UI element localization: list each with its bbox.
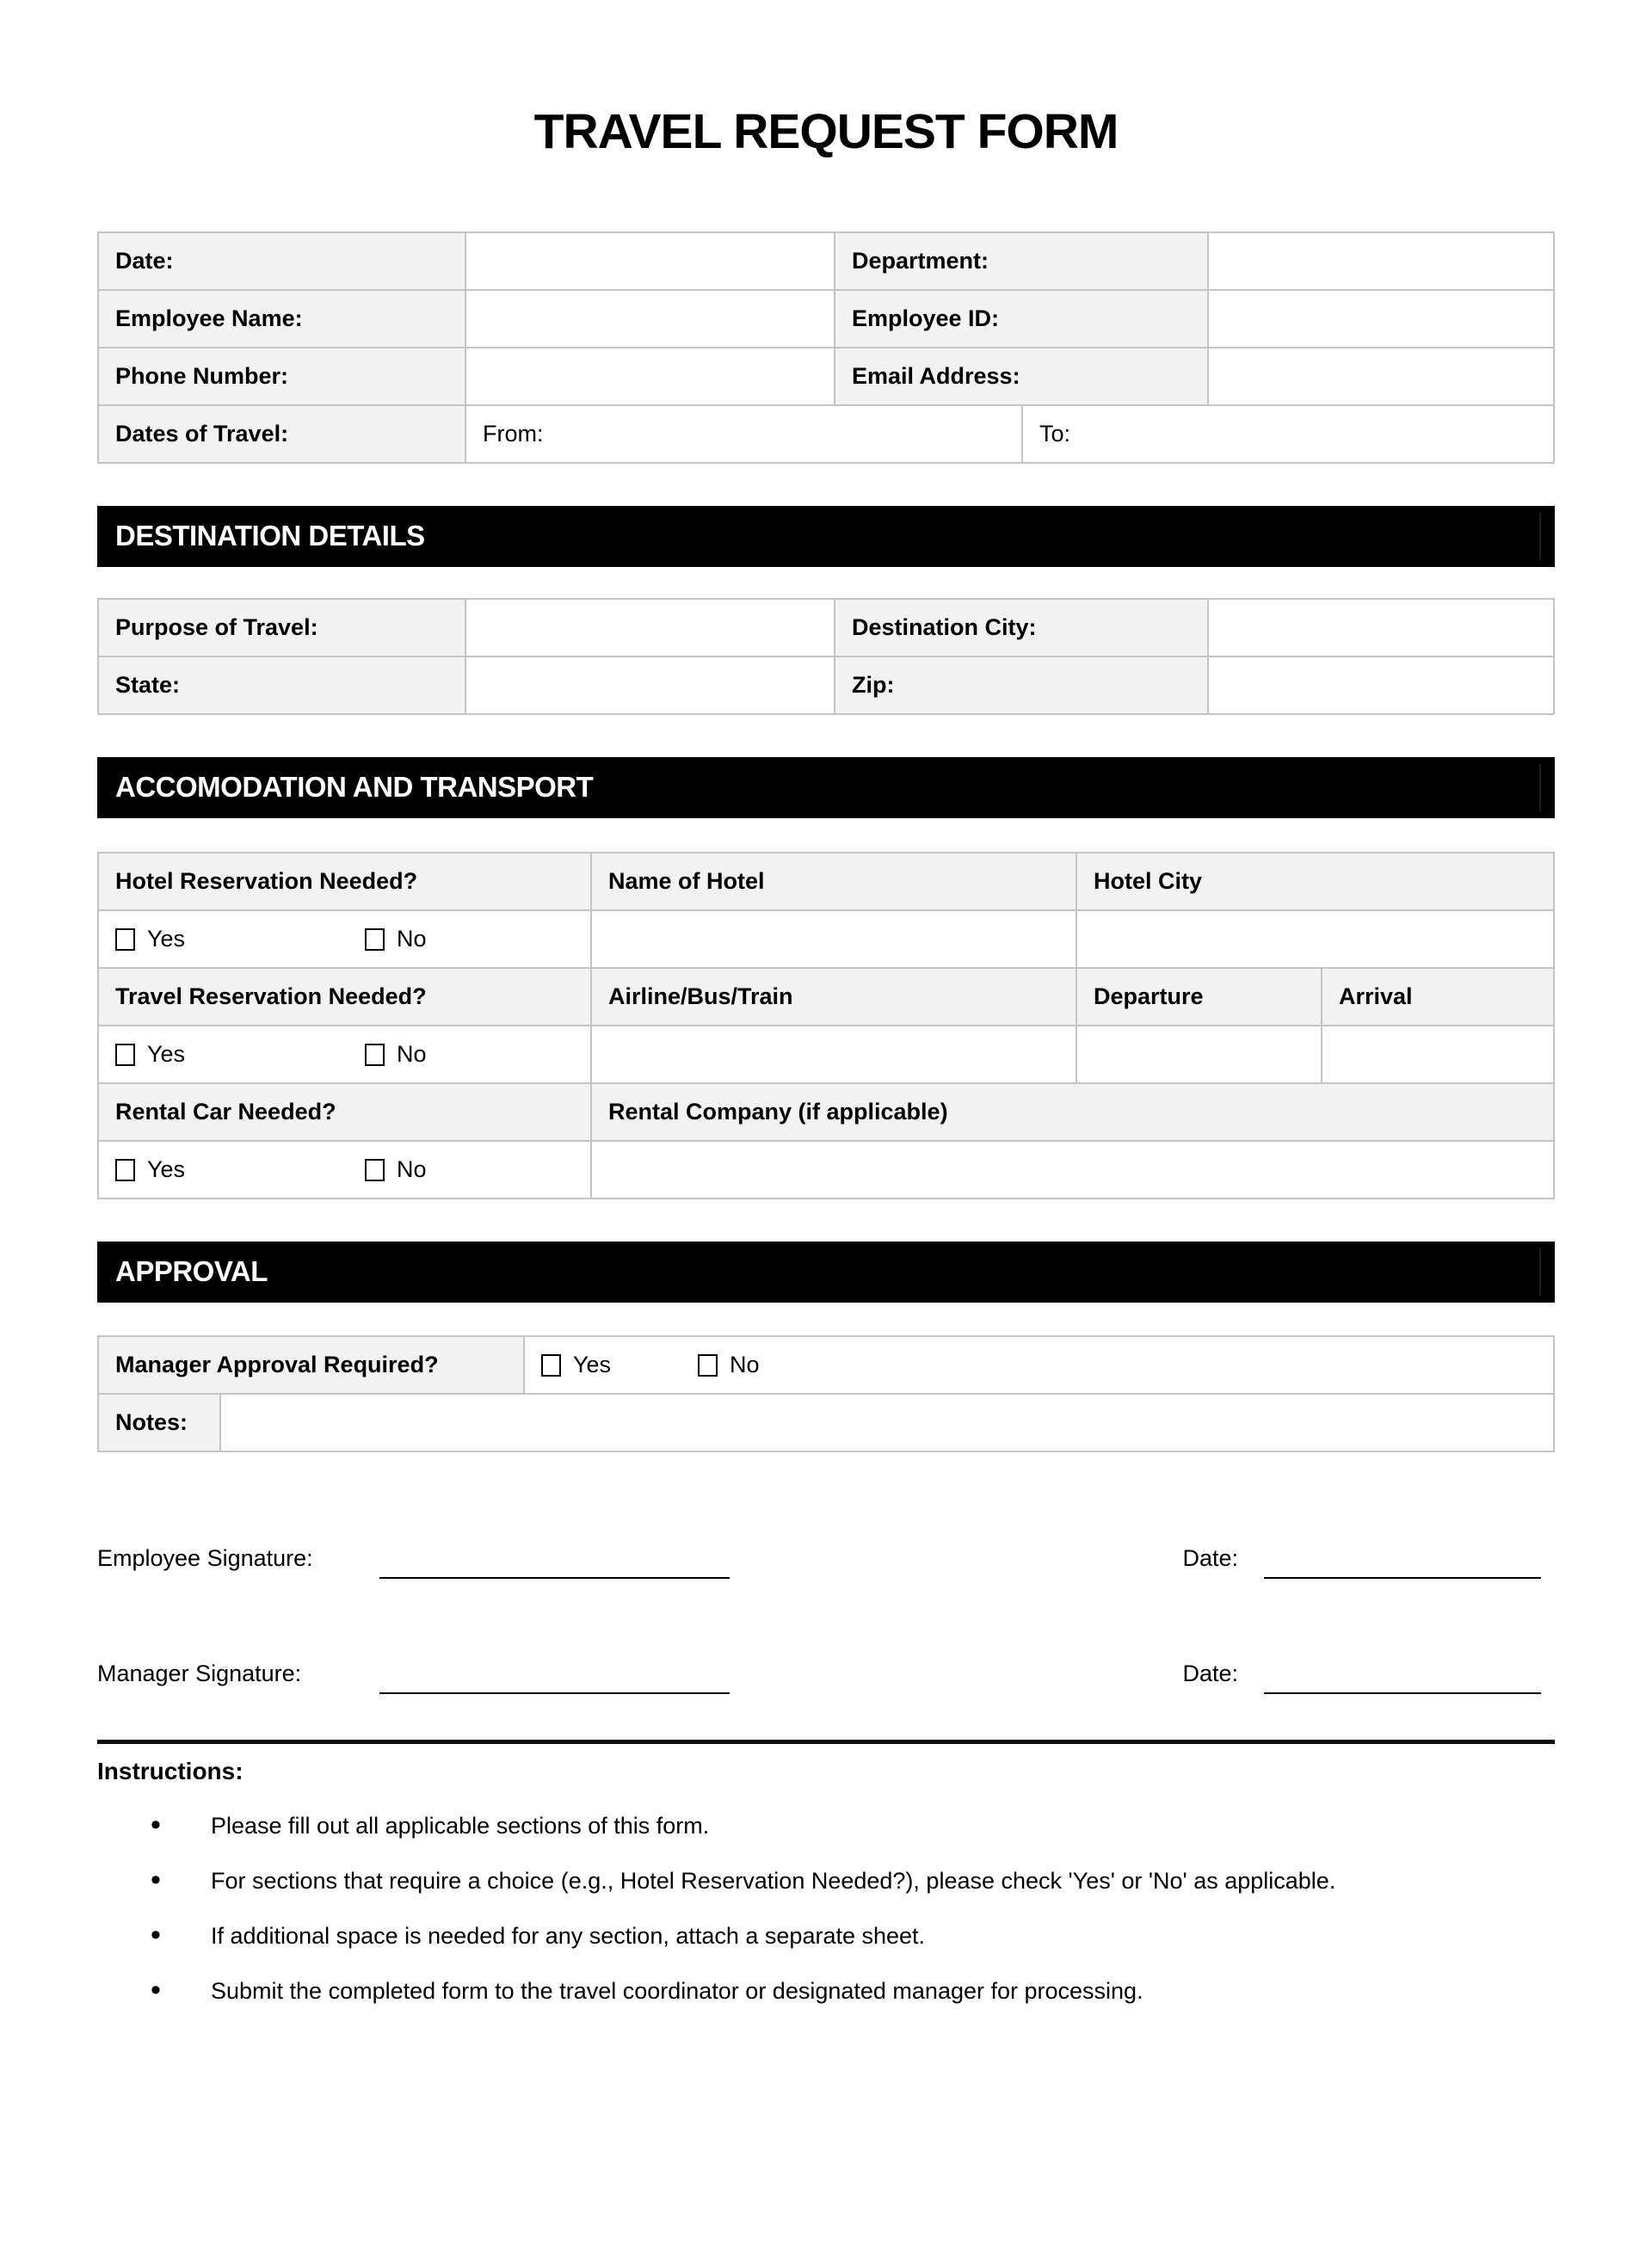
hotel-reservation-no-option xyxy=(365,926,427,952)
instruction-item xyxy=(151,1976,1555,2006)
hotel-city-label: Hotel City xyxy=(1076,853,1554,910)
destination-city-label: Destination City: xyxy=(835,599,1208,656)
date-label: Date: xyxy=(1182,1545,1238,1572)
table-row xyxy=(98,968,1554,1026)
travel-reservation-choice-cell xyxy=(98,1026,591,1083)
instruction-text: For sections that require a choice (e.g., Hotel Reservation Needed?), please check 'Yes' or 'No' as applicable. xyxy=(211,1867,1336,1894)
table-row xyxy=(98,853,1554,910)
destination-details-section-header xyxy=(97,506,1555,567)
airline-bus-train-label: Airline/Bus/Train xyxy=(591,968,1076,1026)
dates-of-travel-label: Dates of Travel: xyxy=(98,405,465,463)
employee-id-input-cell[interactable] xyxy=(1208,290,1554,348)
manager-approval-yes-option xyxy=(541,1352,698,1378)
accommodation-transport-section-header xyxy=(97,757,1555,818)
instruction-item xyxy=(151,1866,1555,1895)
instruction-item xyxy=(151,1811,1555,1840)
purpose-of-travel-label: Purpose of Travel: xyxy=(98,599,465,656)
date-label: Date: xyxy=(98,232,465,290)
employee-info-table xyxy=(97,231,1555,406)
arrival-label: Arrival xyxy=(1322,968,1554,1026)
manager-approval-no-checkbox[interactable] xyxy=(698,1354,718,1377)
rental-car-yes-checkbox[interactable] xyxy=(115,1159,135,1181)
manager-signature-label: Manager Signature: xyxy=(97,1661,302,1687)
instruction-item xyxy=(151,1921,1555,1950)
date-label: Date: xyxy=(1182,1661,1238,1687)
name-of-hotel-label: Name of Hotel xyxy=(591,853,1076,910)
employee-signature-date-line[interactable] xyxy=(1264,1539,1541,1579)
travel-to-input-cell[interactable] xyxy=(1022,405,1554,463)
destination-details-header-label: DESTINATION DETAILS xyxy=(115,520,425,552)
employee-signature-date-group xyxy=(1182,1539,1541,1579)
divider-rule xyxy=(97,1740,1555,1744)
rental-car-choice-cell xyxy=(98,1141,591,1199)
departure-label: Departure xyxy=(1076,968,1322,1026)
hotel-reservation-needed-label: Hotel Reservation Needed? xyxy=(98,853,591,910)
phone-number-label: Phone Number: xyxy=(98,348,465,405)
table-row xyxy=(98,290,1554,348)
manager-approval-yes-checkbox[interactable] xyxy=(541,1354,561,1377)
destination-city-input-cell[interactable] xyxy=(1208,599,1554,656)
table-row xyxy=(98,1026,1554,1083)
travel-reservation-no-checkbox[interactable] xyxy=(365,1044,385,1066)
email-address-input-cell[interactable] xyxy=(1208,348,1554,405)
employee-id-label: Employee ID: xyxy=(835,290,1208,348)
manager-approval-choice-cell xyxy=(524,1336,1554,1394)
zip-label: Zip: xyxy=(835,656,1208,714)
instructions-list xyxy=(151,1811,1555,2006)
rental-company-label: Rental Company (if applicable) xyxy=(591,1083,1554,1141)
manager-signature-date-line[interactable] xyxy=(1264,1655,1541,1694)
state-input-cell[interactable] xyxy=(465,656,835,714)
travel-reservation-needed-label: Travel Reservation Needed? xyxy=(98,968,591,1026)
instruction-text: If additional space is needed for any section, attach a separate sheet. xyxy=(211,1922,926,1949)
approval-section-header xyxy=(97,1242,1555,1303)
notes-label: Notes: xyxy=(98,1394,220,1451)
to-label: To: xyxy=(1039,420,1071,447)
rental-car-no-option xyxy=(365,1156,427,1183)
accommodation-transport-header-label: ACCOMODATION AND TRANSPORT xyxy=(115,771,594,804)
manager-approval-required-label: Manager Approval Required? xyxy=(98,1336,524,1394)
table-row xyxy=(98,599,1554,656)
instructions-heading: Instructions: xyxy=(97,1757,243,1784)
notes-row xyxy=(97,1393,1555,1452)
email-address-label: Email Address: xyxy=(835,348,1208,405)
table-row xyxy=(98,656,1554,714)
employee-signature-row xyxy=(97,1538,1555,1580)
travel-reservation-yes-option xyxy=(115,1041,365,1068)
department-label: Department: xyxy=(835,232,1208,290)
no-label: No xyxy=(730,1352,760,1378)
destination-details-table xyxy=(97,598,1555,715)
no-label: No xyxy=(397,926,427,952)
hotel-reservation-yes-checkbox[interactable] xyxy=(115,928,135,951)
table-row xyxy=(98,1083,1554,1141)
approval-header-label: APPROVAL xyxy=(115,1255,268,1288)
from-label: From: xyxy=(483,420,544,447)
yes-label: Yes xyxy=(573,1352,612,1378)
state-label: State: xyxy=(98,656,465,714)
no-label: No xyxy=(397,1041,427,1068)
approval-table xyxy=(97,1335,1555,1395)
rental-car-needed-label: Rental Car Needed? xyxy=(98,1083,591,1141)
rental-company-input-cell[interactable] xyxy=(591,1141,1554,1199)
instruction-text: Submit the completed form to the travel coordinator or designated manager for processing. xyxy=(211,1977,1143,2004)
no-label: No xyxy=(397,1156,427,1183)
travel-reservation-yes-checkbox[interactable] xyxy=(115,1044,135,1066)
table-row xyxy=(98,405,1554,463)
yes-label: Yes xyxy=(147,1041,186,1068)
rental-car-no-checkbox[interactable] xyxy=(365,1159,385,1181)
table-row xyxy=(98,1394,1554,1451)
manager-signature-line[interactable] xyxy=(379,1655,730,1694)
employee-name-input-cell[interactable] xyxy=(465,290,835,348)
rental-car-yes-option xyxy=(115,1156,365,1183)
dates-of-travel-row xyxy=(97,404,1555,464)
hotel-name-input-cell[interactable] xyxy=(591,910,1076,968)
travel-from-input-cell[interactable] xyxy=(465,405,1022,463)
airline-bus-train-input-cell[interactable] xyxy=(591,1026,1076,1083)
employee-name-label: Employee Name: xyxy=(98,290,465,348)
hotel-city-input-cell[interactable] xyxy=(1076,910,1554,968)
manager-approval-no-option xyxy=(698,1352,760,1378)
table-row xyxy=(98,348,1554,405)
employee-signature-label: Employee Signature: xyxy=(97,1545,313,1572)
yes-label: Yes xyxy=(147,926,186,952)
departure-input-cell[interactable] xyxy=(1076,1026,1322,1083)
department-input-cell[interactable] xyxy=(1208,232,1554,290)
manager-signature-row xyxy=(97,1654,1555,1695)
manager-signature-date-group xyxy=(1182,1655,1541,1694)
phone-number-input-cell[interactable] xyxy=(465,348,835,405)
table-row xyxy=(98,910,1554,968)
date-input-cell[interactable] xyxy=(465,232,835,290)
hotel-reservation-choice-cell xyxy=(98,910,591,968)
table-row xyxy=(98,1141,1554,1199)
zip-input-cell[interactable] xyxy=(1208,656,1554,714)
arrival-input-cell[interactable] xyxy=(1322,1026,1554,1083)
travel-request-form-page xyxy=(0,105,1652,2083)
accommodation-transport-table xyxy=(97,852,1555,1199)
purpose-of-travel-input-cell[interactable] xyxy=(465,599,835,656)
travel-reservation-no-option xyxy=(365,1041,427,1068)
notes-input-cell[interactable] xyxy=(220,1394,1554,1451)
hotel-reservation-yes-option xyxy=(115,926,365,952)
employee-signature-line[interactable] xyxy=(379,1539,730,1579)
yes-label: Yes xyxy=(147,1156,186,1183)
table-row xyxy=(98,232,1554,290)
table-row xyxy=(98,1336,1554,1394)
hotel-reservation-no-checkbox[interactable] xyxy=(365,928,385,951)
instruction-text: Please fill out all applicable sections of this form. xyxy=(211,1812,710,1839)
page-title: TRAVEL REQUEST FORM xyxy=(533,104,1119,159)
